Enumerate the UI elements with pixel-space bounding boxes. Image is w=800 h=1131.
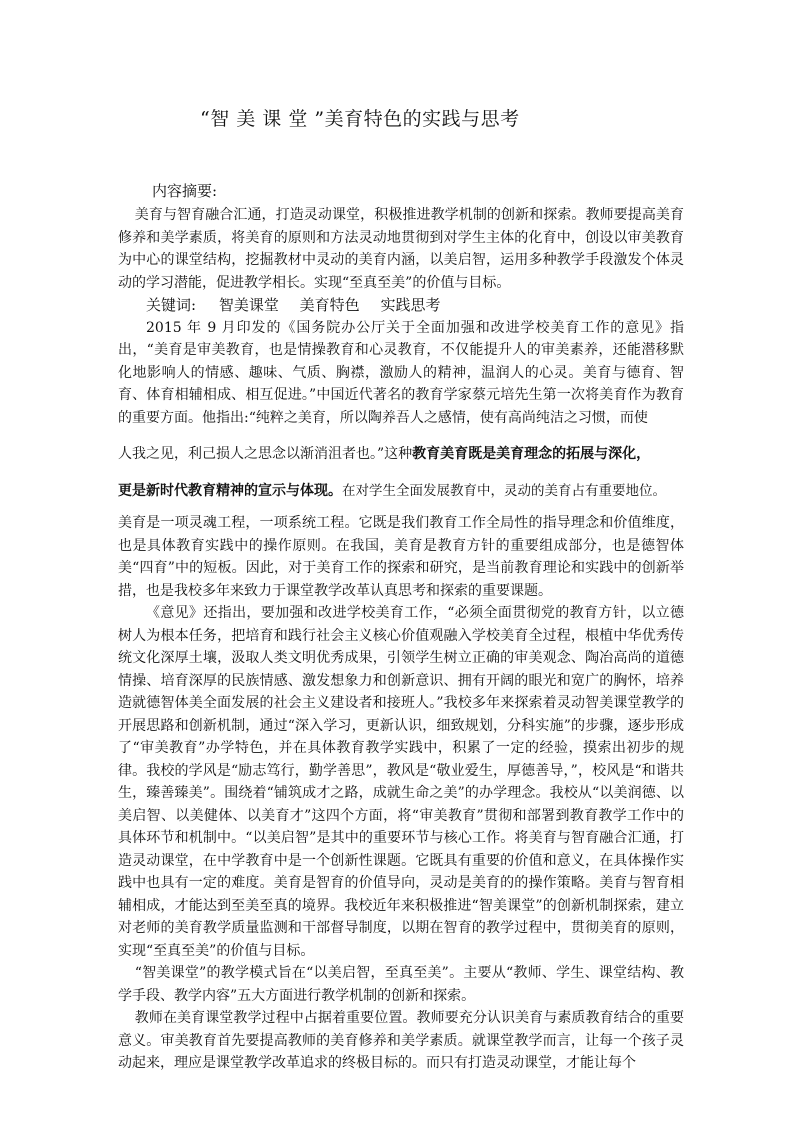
keywords-label: 关键词:	[146, 296, 197, 314]
emphasis-text: 更是新时代教育精神的宣示与体现。	[118, 482, 342, 499]
emphasis-text: 教育美育既是美育理念的拓展与深化，	[412, 446, 651, 462]
body-paragraph: 2015 年 9 月印发的《国务院办公厅关于全面加强和改进学校美育工作的意见》指出，“美育是审美教育，也是情操教育和心灵教育，不仅能提升人的审美素养，还能潜移默化地影响人的情感、趣味、气质、胸襟，激励人的精神，温润人的心灵。美育与德育、智育、体育相辅相成、相互促进。”中国近代著名的教育学家蔡元培先生第一次将美育作为教育的重要方面。他指出:“纯粹之美育，所以陶养吾人之感情，使有高尚纯洁之习惯，而使	[118, 319, 684, 426]
document-body	[118, 204, 684, 1075]
keyword-item: 实践思考	[380, 296, 441, 314]
body-paragraph: 《意见》还指出，要加强和改进学校美育工作，“必须全面贯彻党的教育方针，以立德树人为根本任务，把培育和践行社会主义核心价值观融入学校美育全过程，根植中华优秀传统文化深厚土壤，汲取人类文明优秀成果，引领学生树立正确的审美观念、陶冶高尚的道德情操、培育深厚的民族情感、激发想象力和创新意识、拥有开阔的眼光和宽广的胸怀，培养造就德智体美全面发展的社会主义建设者和接班人。”我校多年来探索着灵动智美课堂教学的开展思路和创新机制，通过“深入学习，更新认识，细致规划，分科实施”的步骤，逐步形成了“审美教育”办学特色，并在具体教育教学实践中，积累了一定的经验，摸索出初步的规律。我校的学风是“励志笃行，勤学善思”，教风是“敬业爱生，厚德善导，”，校风是“和谐共生，臻善臻美”。围绕着“铺筑成才之路，成就生命之美”的办学理念。我校从“以美润德、以美启智、以美健体、以美育才”这四个方面，将“审美教育”贯彻和部署到教育教学工作中的具体环节和机制中。“以美启智”是其中的重要环节与核心工作。将美育与智育融合汇通，打造灵动课堂，在中学教育中是一个创新性课题。它既具有重要的价值和意义，在具体操作实践中也具有一定的难度。美育是智育的价值导向，灵动是美育的的操作策略。美育与智育相辅相成，才能达到至美至真的境界。我校近年来积极推进“智美课堂”的创新机制探索，建立对老师的美育教学质量监测和干部督导制度，以期在智育的教学过程中，贯彻美育的原则，实现“至真至美”的价值与目标。	[118, 605, 684, 959]
body-paragraph-continued	[118, 480, 684, 503]
keywords-line	[118, 294, 684, 317]
body-text: 人我之见，利己损人之思念以渐消沮者也。”这种	[118, 446, 413, 462]
document-title: “智 美 课 堂 ”美育特色的实践与思考	[200, 108, 520, 130]
abstract-heading: 内容摘要:	[152, 182, 218, 200]
body-paragraph: 美育是一项灵魂工程，一项系统工程。它既是我们教育工作全局性的指导理念和价值维度，也是具体教育实践中的操作原则。在我国，美育是教育方针的重要组成部分，也是德智体美“四育”中的短板。因此，对于美育工作的探索和研究，是当前教育理论和实践中的创新举措，也是我校多年来致力于课堂教学改革认真思考和探索的重要课题。	[118, 515, 684, 599]
body-paragraph-continued	[118, 443, 684, 466]
keyword-item: 智美课堂	[218, 296, 279, 314]
body-paragraph: “智美课堂”的教学模式旨在“以美启智，至真至美”。主要从“教师、学生、课堂结构、教学手段、教学内容”五大方面进行教学机制的创新和探索。	[118, 965, 684, 1004]
abstract-paragraph: 美育与智育融合汇通，打造灵动课堂，积极推进教学机制的创新和探索。教师要提高美育修养和美学素质，将美育的原则和方法灵动地贯彻到对学生主体的化育中，创设以审美教育为中心的课堂结构，挖掘教材中灵动的美育内涵，以美启智，运用多种教学手段激发个体灵动的学习潜能，促进教学相长。实现“至真至美”的价值与目标。	[118, 207, 684, 291]
keyword-item: 美育特色	[299, 296, 360, 314]
body-paragraph: 教师在美育课堂教学过程中占据着重要位置。教师要充分认识美育与素质教育结合的重要意义。审美教育首先要提高教师的美育修养和美学素质。就课堂教学而言，让每一个孩子灵动起来，理应是课堂教学改革追求的终极目标的。而只有打造灵动课堂，才能让每个	[118, 1010, 684, 1071]
body-text: 在对学生全面发展教育中，灵动的美育占有重要地位。	[342, 482, 666, 499]
